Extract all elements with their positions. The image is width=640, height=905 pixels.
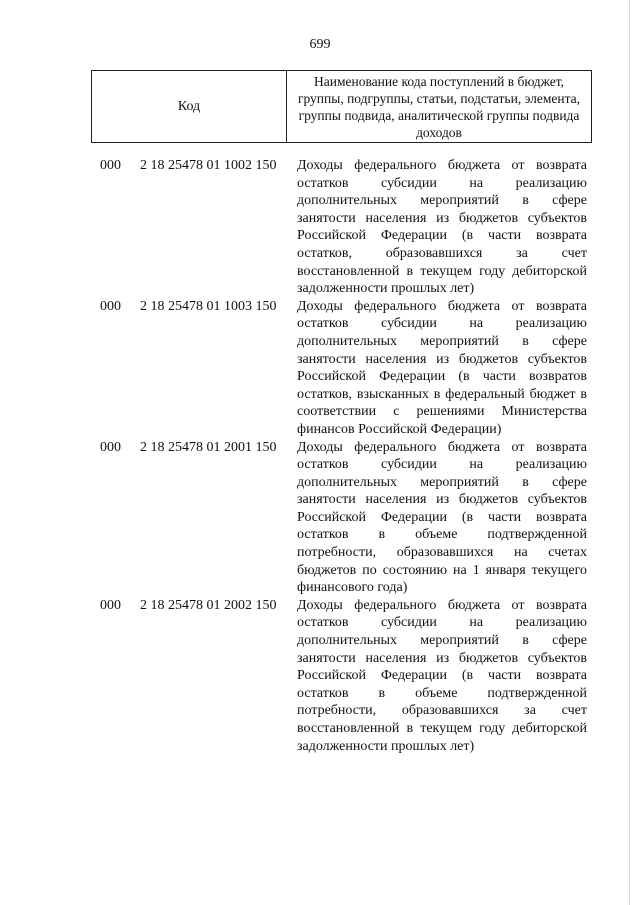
- revenue-name: Доходы федерального бюджета от возврата остатков субсидии на реализацию дополнительных мероприятий в сфере занятости населения из бюджетов субъектов Российской Федерации (в части возврата остатков в объеме подтвержденной потребности, образовавшихся на счетах бюджетов по состоянию на 1 января текущего финансового года): [297, 439, 587, 596]
- table-row: [100, 439, 592, 597]
- column-header-code: Код: [92, 71, 287, 142]
- table-header: [91, 70, 592, 143]
- revenue-name: Доходы федерального бюджета от возврата остатков субсидии на реализацию дополнительных мероприятий в сфере занятости населения из бюджетов субъектов Российской Федерации (в части возвратов остатков, взысканных в федеральный бюджет в соответствии с решениями Министерства финансов Российской Федерации): [297, 298, 587, 437]
- table-row: [100, 597, 592, 755]
- revenue-code: 2 18 25478 01 1002 150: [140, 158, 277, 173]
- admin-code: 000: [100, 439, 121, 455]
- table-body: [100, 157, 592, 755]
- revenue-code: 2 18 25478 01 2001 150: [140, 439, 277, 455]
- admin-code: 000: [100, 158, 121, 173]
- revenue-name: Доходы федерального бюджета от возврата остатков субсидии на реализацию дополнительных мероприятий в сфере занятости населения из бюджетов субъектов Российской Федерации (в части возврата остатков, образовавшихся за счет восстановленной в текущем году дебиторской задолженности прошлых лет): [297, 158, 587, 297]
- column-header-name: Наименование кода поступлений в бюджет, группы, подгруппы, статьи, подстатьи, элемента, группы подвида, аналитической группы подвида доходов: [297, 73, 581, 140]
- admin-code: 000: [100, 298, 121, 314]
- revenue-code: 2 18 25478 01 2002 150: [140, 597, 277, 613]
- revenue-code: 2 18 25478 01 1003 150: [140, 298, 277, 314]
- table-row: [100, 157, 592, 298]
- revenue-name: Доходы федерального бюджета от возврата остатков субсидии на реализацию дополнительных мероприятий в сфере занятости населения из бюджетов субъектов Российской Федерации (в части возврата остатков в объеме подтвержденной потребности, образовавшихся за счет восстановленной в текущем году дебиторской задолженности прошлых лет): [297, 597, 587, 754]
- table-row: [100, 298, 592, 439]
- admin-code: 000: [100, 597, 121, 613]
- scan-edge-rule: [629, 0, 630, 905]
- page-number: 699: [309, 37, 331, 52]
